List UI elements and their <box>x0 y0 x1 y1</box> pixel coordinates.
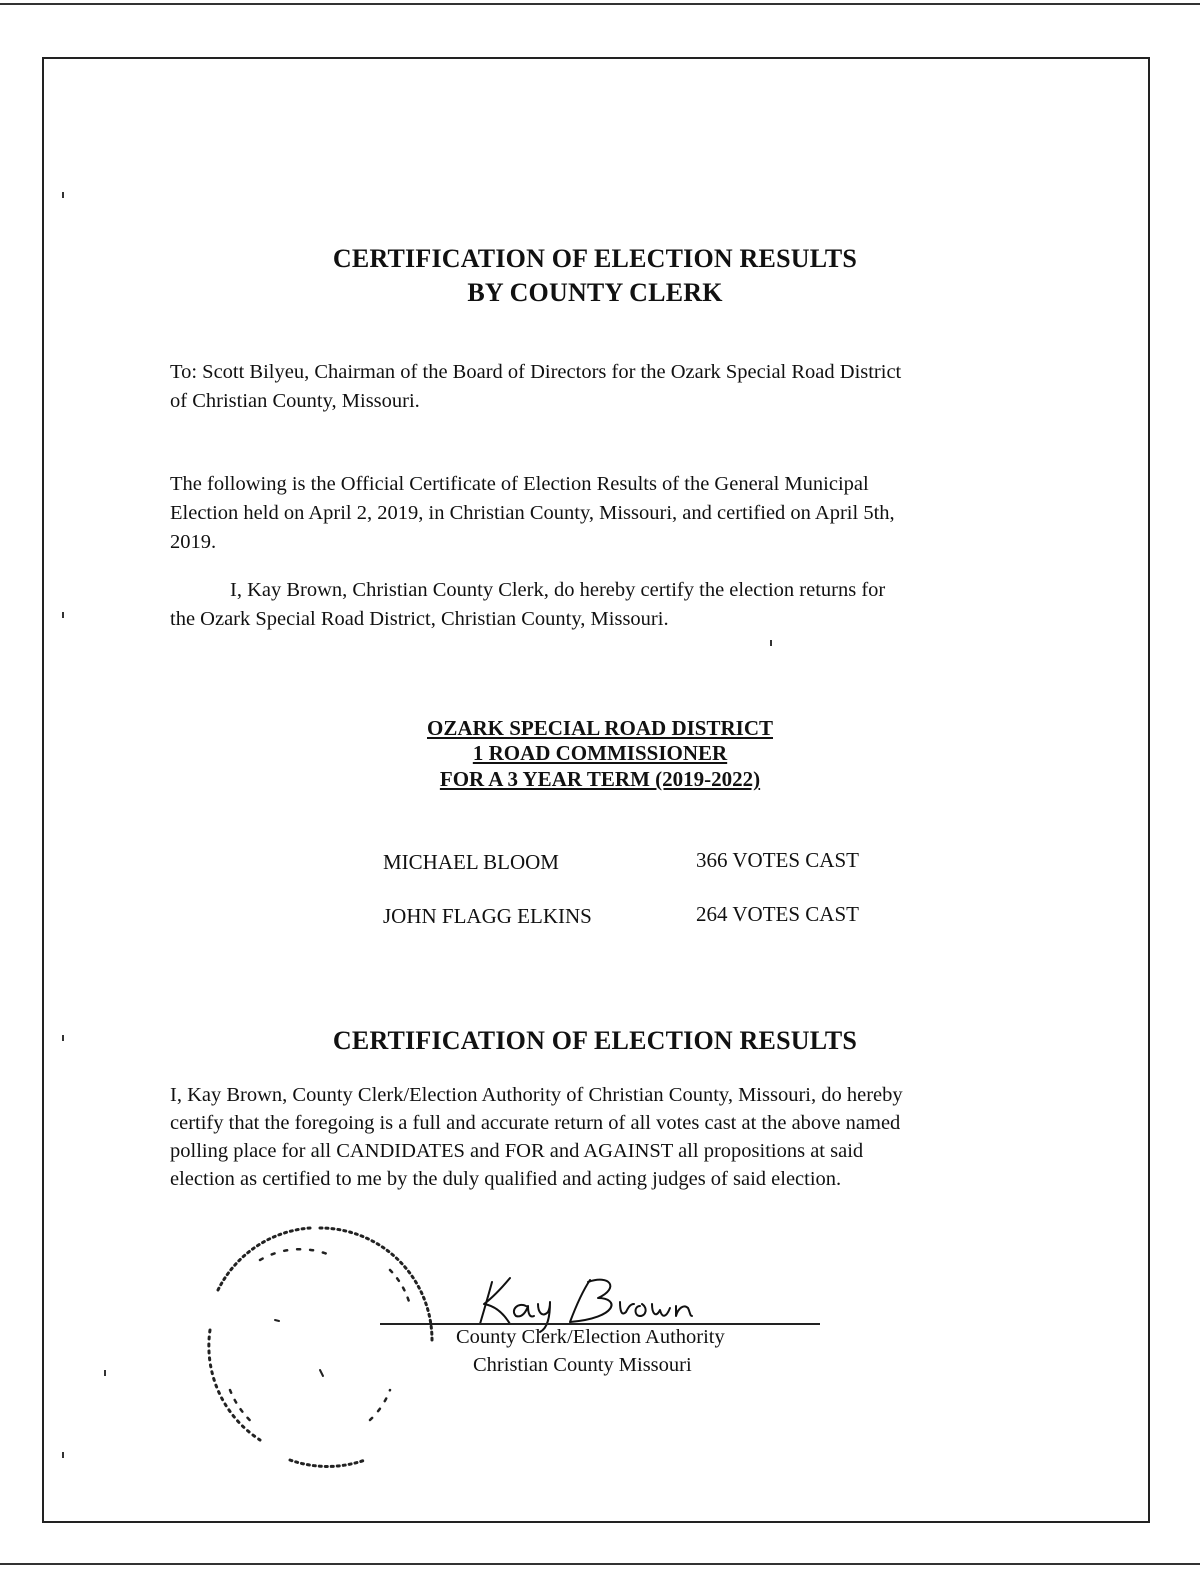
certify-line-2: the Ozark Special Road District, Christian County, Missouri. <box>170 608 669 630</box>
section-title: CERTIFICATION OF ELECTION RESULTS <box>332 1026 858 1055</box>
signature-line <box>380 1323 820 1325</box>
term-heading: FOR A 3 YEAR TERM (2019-2022) <box>439 767 761 791</box>
addressee-line-2: of Christian County, Missouri. <box>170 390 420 412</box>
scan-mark <box>770 640 772 646</box>
intro-line-2: Election held on April 2, 2019, in Christian County, Missouri, and certified on April 5th, <box>170 502 895 524</box>
candidate-name: MICHAEL BLOOM <box>383 850 559 874</box>
clerk-signature <box>470 1272 730 1334</box>
addressee-line-1: To: Scott Bilyeu, Chairman of the Board of Directors for the Ozark Special Road District <box>170 361 902 383</box>
document-title: CERTIFICATION OF ELECTION RESULTS <box>332 244 858 273</box>
scan-mark <box>62 612 64 618</box>
section-text-line-4: election as certified to me by the duly qualified and acting judges of said election. <box>170 1168 842 1190</box>
scan-mark <box>104 1370 106 1376</box>
candidate-name: JOHN FLAGG ELKINS <box>383 904 592 928</box>
top-edge-line <box>0 3 1200 5</box>
bottom-edge-line <box>0 1563 1200 1565</box>
candidate-votes: 366 VOTES CAST <box>696 848 859 872</box>
candidate-votes: 264 VOTES CAST <box>696 902 859 926</box>
signer-organization: Christian County Missouri <box>473 1354 692 1376</box>
certify-line-1: I, Kay Brown, Christian County Clerk, do hereby certify the election returns for <box>230 579 886 601</box>
scan-mark <box>62 1452 64 1458</box>
section-text-line-1: I, Kay Brown, County Clerk/Election Authority of Christian County, Missouri, do hereby <box>170 1084 903 1106</box>
scan-mark <box>62 192 64 198</box>
section-text-line-3: polling place for all CANDIDATES and FOR and AGAINST all propositions at said <box>170 1140 864 1162</box>
office-heading: 1 ROAD COMMISSIONER <box>472 741 728 765</box>
county-seal <box>200 1220 440 1470</box>
document-subtitle: BY COUNTY CLERK <box>467 278 723 307</box>
intro-line-3: 2019. <box>170 531 217 553</box>
intro-line-1: The following is the Official Certificate of Election Results of the General Municipal <box>170 473 869 495</box>
district-heading: OZARK SPECIAL ROAD DISTRICT <box>427 716 773 740</box>
signer-title: County Clerk/Election Authority <box>456 1326 725 1348</box>
section-text-line-2: certify that the foregoing is a full and accurate return of all votes cast at the above named <box>170 1112 901 1134</box>
